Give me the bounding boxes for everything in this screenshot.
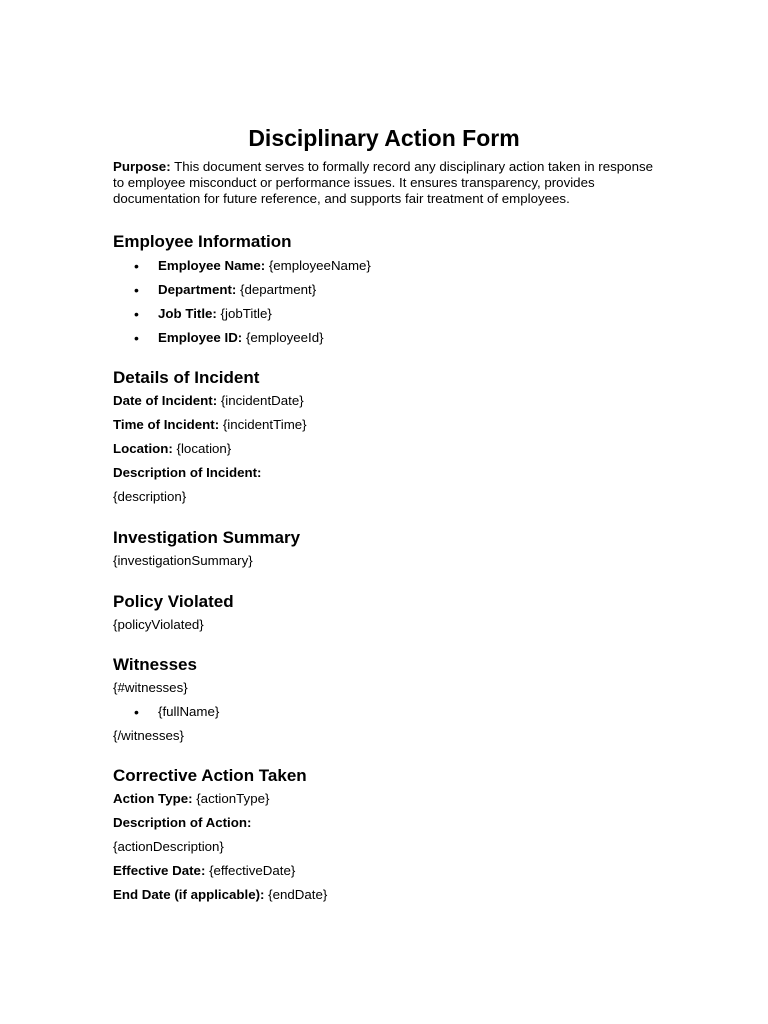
policy-violated-section: [113, 591, 658, 637]
end-date-value: {endDate}: [264, 887, 328, 902]
job-title-value: {jobTitle}: [216, 306, 272, 321]
witnesses-close-tag: {/witnesses}: [113, 728, 184, 743]
job-title-label: Job Title:: [158, 306, 217, 321]
incident-date-value: {incidentDate}: [217, 393, 304, 408]
department-value: {department}: [236, 282, 317, 297]
list-item: [113, 700, 658, 724]
purpose-label: Purpose:: [113, 159, 171, 174]
employee-id-label: Employee ID:: [158, 330, 243, 345]
incident-time-line: [113, 413, 658, 437]
bullet-icon: •: [134, 330, 139, 346]
effective-date-label: Effective Date:: [113, 863, 206, 878]
bullet-icon: •: [134, 704, 139, 720]
list-item: [113, 302, 658, 326]
incident-location-label: Location:: [113, 441, 173, 456]
purpose-paragraph: [113, 159, 658, 207]
corrective-action-section: [113, 765, 658, 907]
document-page: [113, 122, 658, 907]
incident-description-label: Description of Incident:: [113, 465, 262, 480]
end-date-line: [113, 883, 658, 907]
employee-name-value: {employeeName}: [265, 258, 371, 273]
policy-violated-heading: Policy Violated: [113, 592, 234, 611]
bullet-icon: •: [134, 282, 139, 298]
witnesses-list: [113, 700, 658, 724]
incident-description-label-line: [113, 461, 658, 485]
list-item: [113, 254, 658, 278]
policy-violated-value: {policyViolated}: [113, 617, 204, 632]
witnesses-section: [113, 654, 658, 748]
effective-date-value: {effectiveDate}: [205, 863, 296, 878]
employee-information-heading: Employee Information: [113, 232, 292, 251]
witness-full-name: {fullName}: [158, 704, 220, 719]
action-type-label: Action Type:: [113, 791, 193, 806]
incident-location-value: {location}: [172, 441, 232, 456]
department-label: Department:: [158, 282, 237, 297]
witnesses-open-tag: {#witnesses}: [113, 680, 188, 695]
bullet-icon: •: [134, 258, 139, 274]
bullet-icon: •: [134, 306, 139, 322]
list-item: [113, 326, 658, 350]
incident-date-line: [113, 389, 658, 413]
effective-date-line: [113, 859, 658, 883]
incident-location-line: [113, 437, 658, 461]
list-item: [113, 278, 658, 302]
incident-details-section: [113, 367, 658, 509]
incident-time-value: {incidentTime}: [219, 417, 307, 432]
employee-name-label: Employee Name:: [158, 258, 266, 273]
employee-information-section: [113, 231, 658, 350]
investigation-summary-value: {investigationSummary}: [113, 553, 253, 568]
incident-time-label: Time of Incident:: [113, 417, 220, 432]
investigation-summary-section: [113, 527, 658, 573]
employee-information-list: [113, 254, 658, 350]
action-description-value: {actionDescription}: [113, 839, 224, 854]
action-description-label: Description of Action:: [113, 815, 252, 830]
action-description-label-line: [113, 811, 658, 835]
employee-id-value: {employeeId}: [242, 330, 324, 345]
action-type-line: [113, 787, 658, 811]
incident-description-value: {description}: [113, 489, 187, 504]
action-type-value: {actionType}: [192, 791, 270, 806]
incident-date-label: Date of Incident:: [113, 393, 218, 408]
document-title: Disciplinary Action Form: [248, 125, 520, 151]
end-date-label: End Date (if applicable):: [113, 887, 265, 902]
incident-details-heading: Details of Incident: [113, 368, 260, 387]
witnesses-heading: Witnesses: [113, 655, 197, 674]
corrective-action-heading: Corrective Action Taken: [113, 766, 307, 785]
investigation-summary-heading: Investigation Summary: [113, 528, 301, 547]
purpose-text: This document serves to formally record any disciplinary action taken in response to employee misconduct or performance issues. It ensures transparency, provides documentation for future reference, and supports fair treatment of employees.: [113, 159, 654, 206]
